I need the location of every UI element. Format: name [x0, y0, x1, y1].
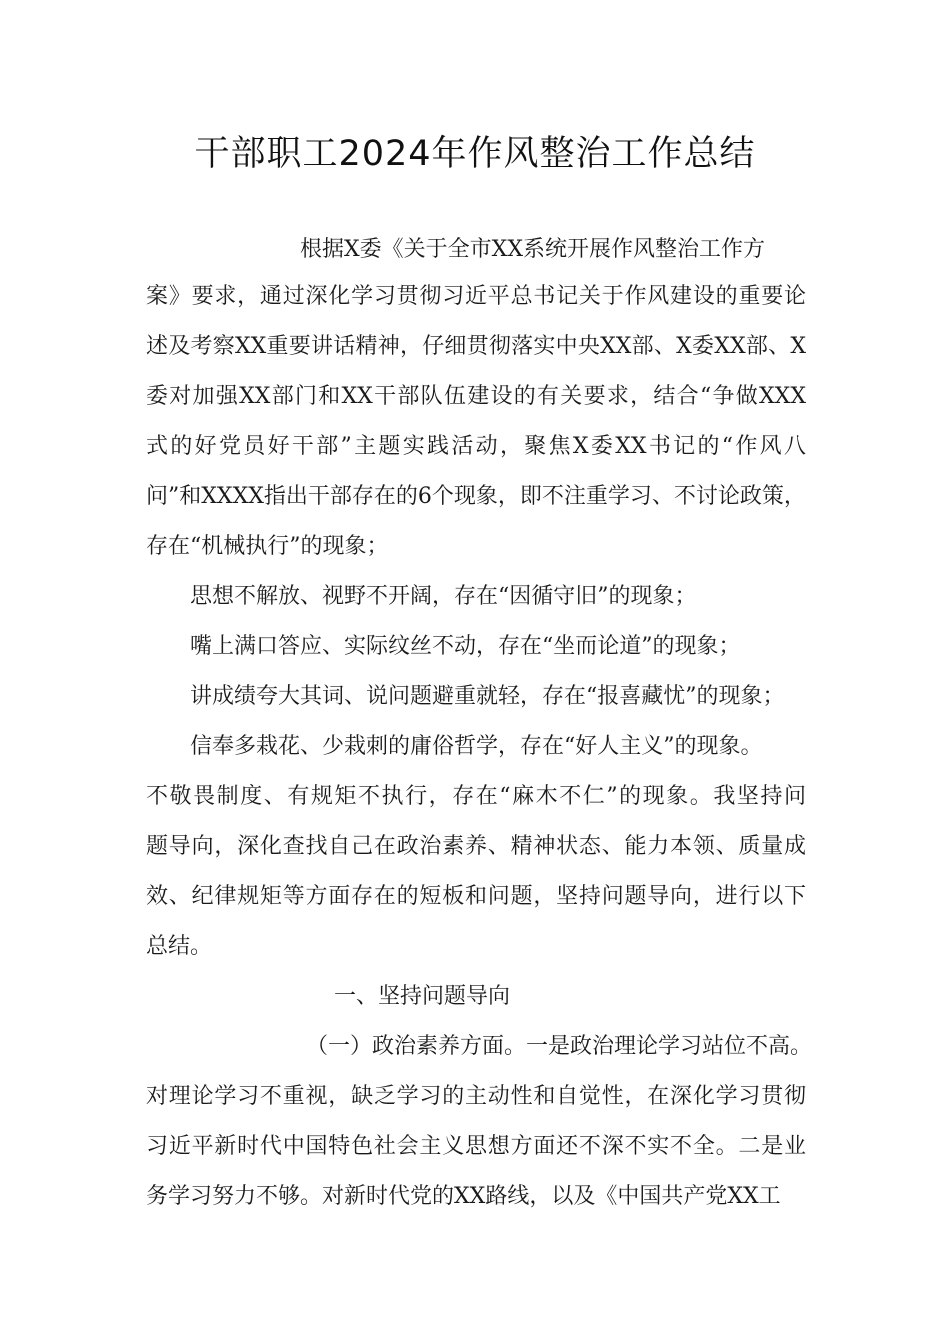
paragraph-line: 根据X委《关于全市XX系统开展作风整治工作方: [300, 237, 765, 262]
paragraph-line: 存在“机械执行”的现象；: [146, 534, 389, 559]
document-title: 干部职工2024年作风整治工作总结: [194, 134, 756, 174]
subsection-line: （一）政治素养方面。一是政治理论学习站位不高。: [306, 1034, 813, 1059]
paragraph-line: 案》要求，通过深化学习贯彻习近平总书记关于作风建设的重要论: [146, 284, 806, 309]
paragraph-line: 式的好党员好干部”主题实践活动，聚焦X委XX书记的“作风八: [146, 434, 806, 459]
paragraph-line: 习近平新时代中国特色社会主义思想方面还不深不实不全。二是业: [146, 1134, 806, 1159]
paragraph-line: 思想不解放、视野不开阔，存在“因循守旧”的现象；: [190, 584, 697, 609]
paragraph-line: 嘴上满口答应、实际纹丝不动，存在“坐而论道”的现象；: [190, 634, 741, 659]
paragraph-line: 对理论学习不重视，缺乏学习的主动性和自觉性，在深化学习贯彻: [146, 1084, 806, 1109]
paragraph-line: 委对加强XX部门和XX干部队伍建设的有关要求，结合“争做XXX: [146, 384, 806, 409]
paragraph-line: 题导向，深化查找自己在政治素养、精神状态、能力本领、质量成: [146, 834, 806, 859]
section-heading: 一、坚持问题导向: [334, 984, 511, 1009]
paragraph-line: 述及考察XX重要讲话精神，仔细贯彻落实中央XX部、X委XX部、X: [146, 334, 806, 359]
paragraph-line: 不敬畏制度、有规矩不执行，存在“麻木不仁”的现象。我坚持问: [146, 784, 806, 809]
paragraph-line: 问”和XXXX指出干部存在的6个现象，即不注重学习、不讨论政策，: [146, 484, 806, 509]
paragraph-line: 务学习努力不够。对新时代党的XX路线，以及《中国共产党XX工: [146, 1184, 781, 1209]
paragraph-line: 信奉多栽花、少栽刺的庸俗哲学，存在“好人主义”的现象。: [190, 734, 763, 759]
paragraph-line: 讲成绩夸大其词、说问题避重就轻，存在“报喜藏忧”的现象；: [190, 684, 785, 709]
paragraph-line: 效、纪律规矩等方面存在的短板和问题，坚持问题导向，进行以下: [146, 884, 806, 909]
paragraph-line: 总结。: [146, 934, 213, 959]
